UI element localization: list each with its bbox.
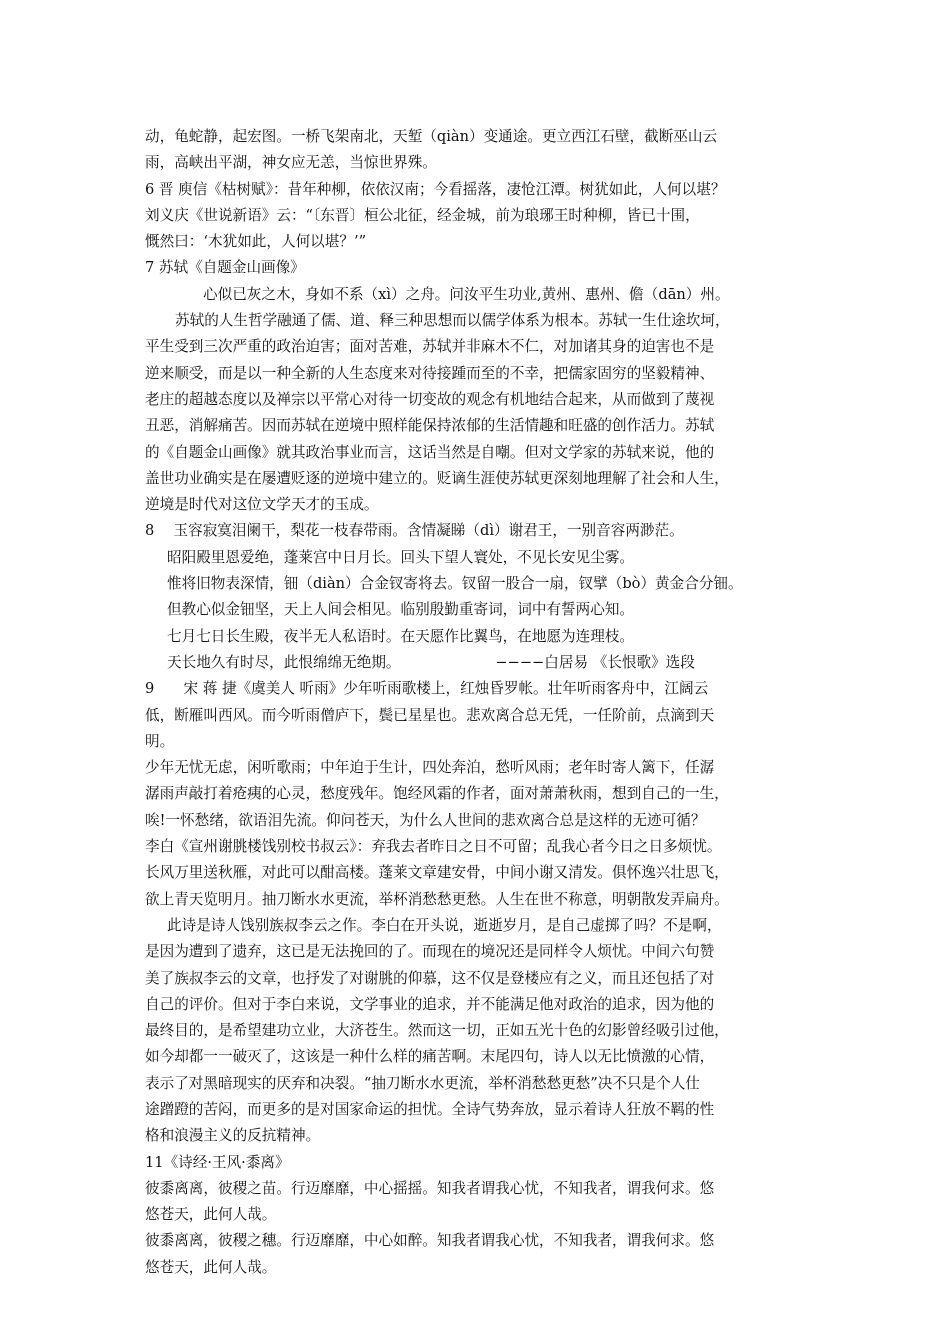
text-line: 盖世功业确实是在屡遭贬逐的逆境中建立的。贬谪生涯使苏轼更深刻地理解了社会和人生， bbox=[145, 469, 729, 487]
text-line: 唉!一怀愁绪，欲语泪先流。仰问苍天，为什么人世间的悲欢离合总是这样的无迹可循？ bbox=[145, 811, 706, 829]
text-line: 低，断雁叫西风。而今听雨僧庐下，鬓已星星也。悲欢离合总无凭，一任阶前，点滴到天 bbox=[145, 706, 715, 724]
poem-line: 惟将旧物表深情，钿（diàn）合金钗寄将去。钗留一股合一扇，钗擘（bò）黄金合分钿。 bbox=[167, 575, 743, 593]
paragraph-start: 此诗是诗人饯别族叔李云之作。李白在开头说，逝逝岁月，是自己虚掷了吗？不是啊， bbox=[167, 916, 722, 934]
poem-line-attribution: 天长地久有时尽，此恨绵绵无绝期。 −−−−白居易 《长恨歌》选段 bbox=[167, 653, 695, 671]
text-line: 9 宋 蒋 捷《虞美人 听雨》少年听雨歌楼上，红烛昏罗帐。壮年听雨客舟中，江阔云 bbox=[145, 680, 709, 698]
text-line: 欲上青天览明月。抽刀断水水更流，举杯消愁愁更愁。人生在世不称意，明朝散发弄扁舟。 bbox=[145, 890, 729, 908]
text-line: 自己的评价。但对于李白来说，文学事业的追求，并不能满足他对政治的追求，因为他的 bbox=[145, 995, 715, 1013]
text-line: 长风万里送秋雁，对此可以酣高楼。蓬莱文章建安骨，中间小谢又清发。俱怀逸兴壮思飞， bbox=[145, 864, 729, 882]
text-line: 表示了对黑暗现实的厌弃和决裂。“抽刀断水水更流，举杯消愁愁更愁”决不只是个人仕 bbox=[145, 1074, 700, 1092]
text-line: 丑恶，消解痛苦。因而苏轼在逆境中照样能保持浓郁的生活情趣和旺盛的创作活力。苏轼 bbox=[145, 417, 715, 435]
poem-line: 8 玉容寂寞泪阑干，梨花一枝春带雨。含情凝睇（dì）谢君王，一别音容两渺茫。 bbox=[145, 522, 684, 540]
paragraph-start: 苏轼的人生哲学融通了儒、道、释三种思想而以儒学体系为根本。苏轼一生仕途坎坷， bbox=[175, 312, 730, 330]
poem-line: 心似已灰之木，身如不系（xì）之舟。问汝平生功业,黄州、惠州、儋（dān）州。 bbox=[203, 285, 730, 303]
poem-line: 但教心似金钿坚，天上人间会相见。临别殷勤重寄词，词中有誓两心知。 bbox=[167, 601, 635, 619]
text-line: 平生受到三次严重的政治迫害；面对苦难，苏轼并非麻木不仁，对加诸其身的迫害也不是 bbox=[145, 338, 715, 356]
text-line: 悠苍天，此何人哉。 bbox=[145, 1258, 277, 1276]
text-line: 美了族叔李云的文章，也抒发了对谢朓的仰慕，这不仅是登楼应有之义，而且还包括了对 bbox=[145, 969, 715, 987]
text-line: 雨，高峡出平湖，神女应无恙，当惊世界殊。 bbox=[145, 154, 437, 172]
text-line: 最终目的，是希望建功立业，大济苍生。然而这一切，正如五光十色的幻影曾经吸引过他， bbox=[145, 1022, 729, 1040]
text-line: 如今却都一一破灭了，这该是一种什么样的痛苦啊。末尾四句，诗人以无比愤激的心情， bbox=[145, 1048, 715, 1066]
text-line: 的《自题金山画像》就其政治事业而言，这话当然是自嘲。但对文学家的苏轼来说，他的 bbox=[145, 443, 715, 461]
text-line: 彼黍离离，彼稷之穗。行迈靡靡，中心如醉。知我者谓我心忧，不知我者，谓我何求。悠 bbox=[145, 1232, 715, 1250]
text-line: 潺雨声敲打着疮痍的心灵，愁度残年。饱经风霜的作者，面对萧萧秋雨，想到自己的一生， bbox=[145, 785, 729, 803]
text-line: 逆境是时代对这位文学天才的玉成。 bbox=[145, 496, 379, 514]
text-line: 途蹭蹬的苦闷，而更多的是对国家命运的担忧。全诗气势奔放，显示着诗人狂放不羁的性 bbox=[145, 1100, 715, 1118]
section-heading: 11《诗经·王风·黍离》 bbox=[145, 1153, 290, 1171]
text-line: 格和浪漫主义的反抗精神。 bbox=[145, 1127, 321, 1145]
text-line: 慨然曰：‘木犹如此，人何以堪？’” bbox=[145, 233, 367, 251]
text-line: 悠苍天，此何人哉。 bbox=[145, 1206, 277, 1224]
text-line: 李白《宣州谢朓楼饯别校书叔云》：弃我去者昨日之日不可留；乱我心者今日之日多烦忧。 bbox=[145, 838, 722, 856]
text-line: 动，龟蛇静，起宏图。一桥飞架南北，天堑（qiàn）变通途。更立西江石壁，截断巫山云 bbox=[145, 128, 718, 145]
text-line: 少年无忧无虑，闲听歌雨；中年迫于生计，四处奔泊，愁听风雨；老年时寄人篱下，任潺 bbox=[145, 759, 715, 777]
text-line: 老庄的超越态度以及禅宗以平常心对待一切变故的观念有机地结合起来，从而做到了蔑视 bbox=[145, 390, 715, 408]
poem-line: 七月七日长生殿，夜半无人私语时。在天愿作比翼鸟，在地愿为连理枝。 bbox=[167, 627, 635, 645]
text-line: 明。 bbox=[145, 732, 175, 750]
document-body bbox=[145, 124, 815, 1281]
text-line: 刘义庆《世说新语》云：“〔东晋〕桓公北征，经金城，前为琅琊王时种柳，皆已十围， bbox=[145, 206, 700, 224]
poem-line: 昭阳殿里恩爱绝，蓬莱宫中日月长。回头下望人寰处，不见长安见尘雾。 bbox=[167, 548, 635, 566]
text-line: 逆来顺受，而是以一种全新的人生态度来对待接踵而至的不幸，把儒家固穷的坚毅精神、 bbox=[145, 364, 715, 382]
text-line: 是因为遭到了遗弃，这已是无法挽回的了。而现在的境况还是同样令人烦忧。中间六句赞 bbox=[145, 943, 715, 961]
text-line: 6 晋 庾信《枯树赋》：昔年种柳，依依汉南；今看摇落，凄怆江潭。树犹如此，人何以堪？ bbox=[145, 180, 726, 198]
text-line: 彼黍离离，彼稷之苗。行迈靡靡，中心摇摇。知我者谓我心忧，不知我者，谓我何求。悠 bbox=[145, 1179, 715, 1197]
section-heading: 7 苏轼《自题金山画像》 bbox=[145, 259, 305, 277]
